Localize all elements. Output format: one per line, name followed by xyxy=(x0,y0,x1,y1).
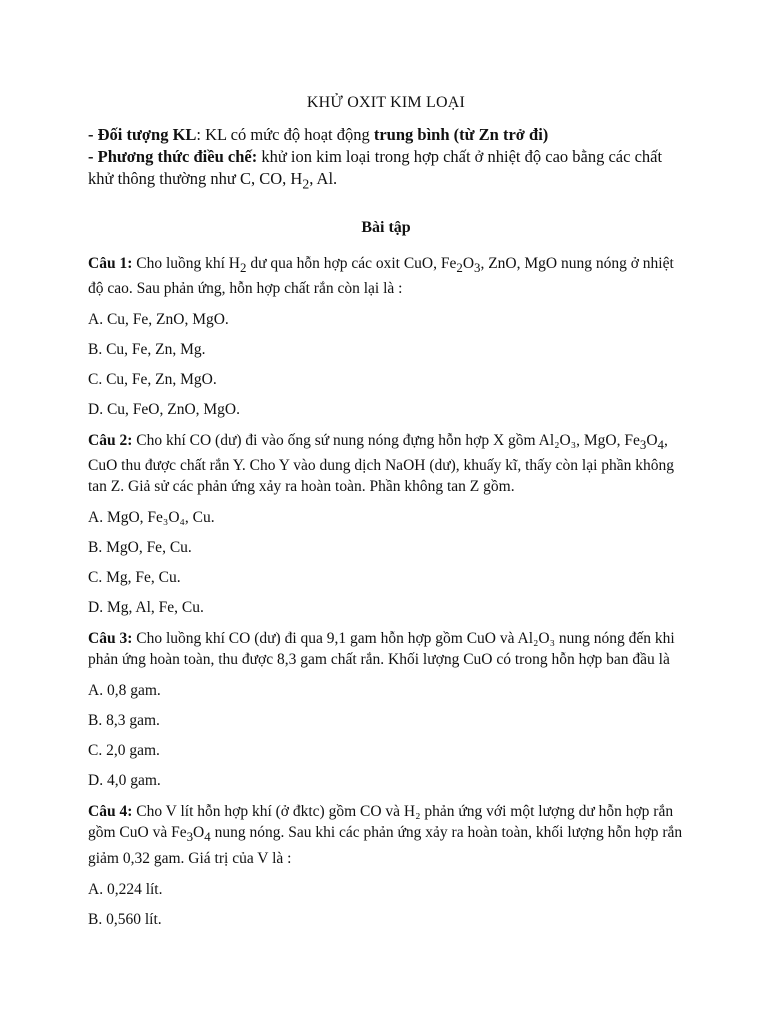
intro-phuong-thuc xyxy=(88,146,684,195)
question-3 xyxy=(88,628,684,670)
text-run: C. Mg, Fe, Cu. xyxy=(88,569,181,587)
subscript: 4 xyxy=(657,437,664,453)
answer-option xyxy=(88,340,684,359)
text-run: B. MgO, Fe, Cu. xyxy=(88,539,192,557)
text-run: C. Cu, Fe, Zn, MgO. xyxy=(88,371,217,389)
answer-option xyxy=(88,681,684,700)
subscript: 3 xyxy=(186,829,194,845)
question-label: Câu 4: xyxy=(88,803,133,821)
phuong-thuc-text: khử ion kim loại trong hợp chất ở nhiệt độ cao bằng các chất khử thông thường như C, CO, H xyxy=(88,147,663,188)
text-run: Cho khí CO (dư) đi vào ống sứ nung nóng đựng hỗn hợp X gồm Al₂O₃, MgO, Fe xyxy=(132,432,640,450)
subscript: 2 xyxy=(240,260,247,276)
question-label: Câu 3: xyxy=(88,630,133,648)
answer-option xyxy=(88,310,684,329)
text-run: O xyxy=(193,824,205,842)
section-title: Bài tập xyxy=(361,219,411,237)
answer-option xyxy=(88,711,684,730)
text-run: B. Cu, Fe, Zn, Mg. xyxy=(88,341,206,359)
question-4 xyxy=(88,801,684,868)
answer-option xyxy=(88,538,684,557)
text-run: C. 2,0 gam. xyxy=(88,742,160,760)
question-2 xyxy=(88,430,684,497)
subscript: 2 xyxy=(456,260,463,276)
answer-option xyxy=(88,910,684,929)
answer-option xyxy=(88,370,684,389)
page-title: KHỬ OXIT KIM LOẠI xyxy=(306,94,466,111)
answer-option xyxy=(88,880,684,899)
document-page xyxy=(88,92,684,940)
text-run: D. Cu, FeO, ZnO, MgO. xyxy=(88,401,240,419)
text-run: A. 0,224 lít. xyxy=(88,880,163,898)
text-run: Cho luồng khí CO (dư) đi qua 9,1 gam hỗn hợp gồm CuO và Al₂O₃ nung nóng đến khi phản ứng hoàn toàn, thu được 8,3 gam chất rắn. Khối lượng CuO có trong hỗn hợp ban đầu là xyxy=(88,630,675,669)
text-run: B. 0,560 lít. xyxy=(88,910,162,928)
text-run: , CuO thu được chất rắn Y. Cho Y vào dung dịch NaOH (dư), khuấy kĩ, thấy còn lại phần không tan Z. Giả sử các phản ứng xảy ra hoàn toàn. Phần không tan Z gồm. xyxy=(88,432,675,496)
text-run: Cho luồng khí H xyxy=(132,255,241,273)
text-run: A. 0,8 gam. xyxy=(88,682,161,700)
answer-option xyxy=(88,508,684,527)
text-run: B. 8,3 gam. xyxy=(88,712,160,730)
text-run: A. MgO, Fe₃O₄, Cu. xyxy=(88,509,215,527)
text-run: O xyxy=(646,432,658,450)
phuong-thuc-label: - Phương thức điều chế: xyxy=(88,147,258,166)
text-run: , ZnO, MgO nung nóng ở nhiệt độ cao. Sau phản ứng, hỗn hợp chất rắn còn lại là : xyxy=(88,255,674,298)
subscript: 4 xyxy=(204,829,211,845)
subscript: 3 xyxy=(639,437,647,453)
text-run: Cho V lít hỗn hợp khí (ở đktc) gồm CO và H₂ phản ứng với một lượng dư hỗn hợp rắn gồm CuO và Fe xyxy=(88,803,674,842)
question-label: Câu 1: xyxy=(88,255,133,273)
answer-option xyxy=(88,741,684,760)
answer-option xyxy=(88,771,684,790)
phuong-thuc-subscript: 2 xyxy=(302,176,310,192)
phuong-thuc-end: , Al. xyxy=(309,169,338,188)
question-list xyxy=(88,253,684,928)
text-run: D. 4,0 gam. xyxy=(88,772,161,790)
answer-option xyxy=(88,598,684,617)
text-run: A. Cu, Fe, ZnO, MgO. xyxy=(88,311,229,329)
intro-doi-tuong xyxy=(88,124,684,146)
answer-option xyxy=(88,568,684,587)
question-1 xyxy=(88,253,684,299)
question-label: Câu 2: xyxy=(88,432,133,450)
subscript: 3 xyxy=(474,260,481,276)
doi-tuong-bold: trung bình (từ Zn trở đi) xyxy=(373,125,549,144)
text-run: nung nóng. Sau khi các phản ứng xảy ra hoàn toàn, khối lượng hỗn hợp rắn giảm 0,32 gam. Giá trị của V là : xyxy=(88,824,683,867)
text-run: O xyxy=(462,255,475,273)
text-run: dư qua hỗn hợp các oxit CuO, Fe xyxy=(246,255,457,273)
text-run: D. Mg, Al, Fe, Cu. xyxy=(88,599,204,617)
answer-option xyxy=(88,400,684,419)
doi-tuong-text: : KL có mức độ hoạt động xyxy=(196,125,374,144)
doi-tuong-label: - Đối tượng KL xyxy=(88,125,197,144)
